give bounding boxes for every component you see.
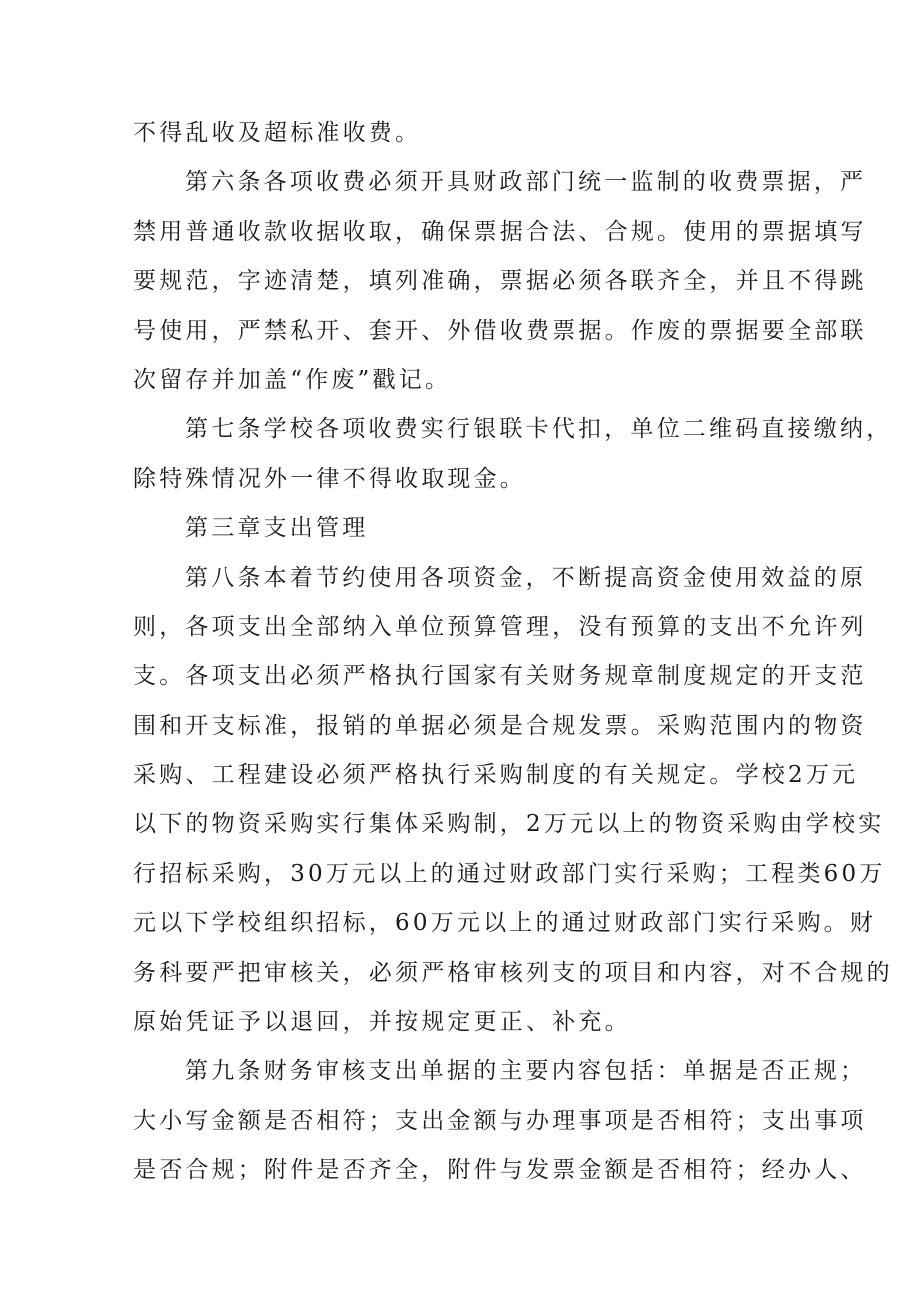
text-line: 号使用，严禁私开、套开、外借收费票据。作废的票据要全部联: [133, 317, 867, 344]
text-line: 第七条学校各项收费实行银联卡代扣，单位二维码直接缴纳，: [185, 416, 893, 443]
text-line: 次留存并加盖“作废”戳记。: [133, 366, 452, 393]
text-line: 原始凭证予以退回，并按规定更正、补充。: [133, 1009, 631, 1036]
text-line: 不得乱收及超标准收费。: [133, 120, 422, 146]
text-line: 支。各项支出必须严格执行国家有关财务规章制度规定的开支范: [133, 663, 867, 690]
text-line: 行招标采购，30万元以上的通过财政部门实行采购；工程类60万: [133, 860, 886, 887]
chapter-heading: 第三章支出管理: [185, 515, 369, 542]
text-line: 要规范，字迹清楚，填列准确，票据必须各联齐全，并且不得跳: [133, 268, 867, 295]
text-line: 第九条财务审核支出单据的主要内容包括：单据是否正规；: [185, 1058, 867, 1085]
text-line: 围和开支标准，报销的单据必须是合规发票。采购范围内的物资: [133, 712, 867, 739]
text-line: 则，各项支出全部纳入单位预算管理，没有预算的支出不允许列: [133, 613, 867, 640]
document-body: [133, 109, 893, 1196]
text-line: 禁用普通收款收据收取，确保票据合法、合规。使用的票据填写: [133, 218, 867, 245]
text-line: 务科要严把审核关，必须严格审核列支的项目和内容，对不合规的: [133, 959, 893, 986]
text-line: 除特殊情况外一律不得收取现金。: [133, 465, 526, 492]
text-line: 是否合规；附件是否齐全，附件与发票金额是否相符；经办人、: [133, 1157, 867, 1184]
text-line: 元以下学校组织招标，60万元以上的通过财政部门实行采购。财: [133, 910, 877, 937]
text-line: 大小写金额是否相符；支出金额与办理事项是否相符；支出事项: [133, 1107, 867, 1134]
text-line: 以下的物资采购实行集体采购制，2万元以上的物资采购由学校实: [133, 811, 885, 838]
text-line: 采购、工程建设必须严格执行采购制度的有关规定。学校2万元: [133, 762, 859, 789]
text-line: 第八条本着节约使用各项资金，不断提高资金使用效益的原: [185, 564, 867, 591]
text-line: 第六条各项收费必须开具财政部门统一监制的收费票据，严: [185, 169, 867, 196]
